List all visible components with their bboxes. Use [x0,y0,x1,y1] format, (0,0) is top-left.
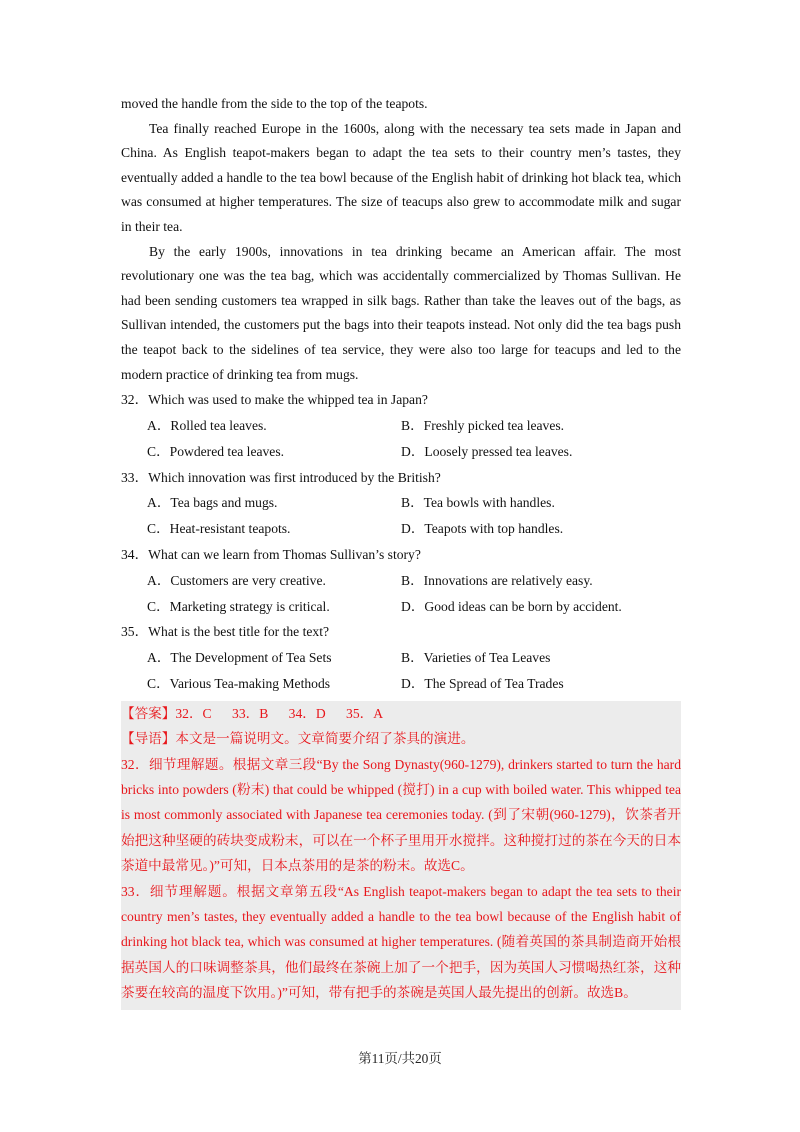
explanation-33: 33．细节理解题。根据文章第五段“As English teapot-makers began to adapt the tea sets to their country men’s tastes, they eventually added a handle to the tea bowl because of the English habit of drinking hot black tea, which was consumed at higher temperatures. (随着英国的茶具制造商开始根据英国人的口味调整茶具，他们最终在茶碗上加了一个把手，因为英国人习惯喝热红茶，这种茶要在较高的温度下饮用。)”可知，带有把手的茶碗是英国人最先提出的创新。故选B。 [121,883,681,1001]
explanation-32: 32．细节理解题。根据文章三段“By the Song Dynasty(960-1279), drinkers started to turn the hard bricks into powders (粉末) that could be whipped (搅打) in a cup with boiled water. This whipped tea is most commonly associated with Japanese tea ceremonies today. (到了宋朝(960-1279)，饮茶者开始把这种坚硬的砖块变成粉末，可以在一个杯子里用开水搅拌。这种搅打过的茶在今天的日本茶道中最常见。)”可知，日本点茶用的是茶的粉末。故选C。 [121,756,681,874]
question-stem: 34．What can we learn from Thomas Sullivan’s story? [121,546,421,562]
option-a: A．The Development of Tea Sets [147,650,332,666]
question-options [121,645,681,697]
option-d: D．The Spread of Tea Trades [401,675,564,691]
option-b: B．Tea bowls with handles. [401,495,555,511]
passage-paragraph: By the early 1900s, innovations in tea drinking became an American affair. The most revolutionary one was the tea bag, which was accidentally commercialized by Thomas Sullivan. He had been sending customers tea wrapped in silk bags. Rather than take the leaves out of the bags, as Sullivan intended, the customers put the bags into their teapots instead. Not only did the tea bags push the teapot back to the sidelines of tea service, they were also too large for teacups and led to the modern practice of drinking tea from mugs. [121,243,681,382]
question-stem: 32．Which was used to make the whipped tea in Japan? [121,392,428,408]
option-a: A．Customers are very creative. [147,572,326,588]
document-body [121,92,681,1010]
option-b: B．Innovations are relatively easy. [401,572,593,588]
option-d: D．Teapots with top handles. [401,521,564,537]
passage-paragraph: Tea finally reached Europe in the 1600s, along with the necessary tea sets made in Japan and China. As English teapot-makers began to adapt the tea sets to their country men’s tastes, they eventually added a handle to the tea bowl because of the English habit of drinking hot black tea, which was consumed at higher temperatures. The size of teacups also grew to accommodate milk and sugar in their tea. [121,120,681,234]
question-options [121,568,681,620]
question-stem: 35．What is the best title for the text? [121,624,330,640]
option-b: B．Varieties of Tea Leaves [401,650,551,666]
question-33 [121,465,681,542]
question-options [121,413,681,465]
question-options [121,490,681,542]
option-d: D．Loosely pressed tea leaves. [401,443,573,459]
option-b: B．Freshly picked tea leaves. [401,417,565,433]
option-c: C．Marketing strategy is critical. [147,598,330,614]
question-35 [121,619,681,696]
answer-explanation-box [121,701,681,1010]
question-stem: 33．Which innovation was first introduced by the British? [121,469,441,485]
passage-paragraph: moved the handle from the side to the top of the teapots. [121,96,428,111]
option-d: D．Good ideas can be born by accident. [401,598,622,614]
question-32 [121,387,681,464]
option-a: A．Rolled tea leaves. [147,417,267,433]
option-c: C．Heat-resistant teapots. [147,521,291,537]
option-c: C．Powdered tea leaves. [147,443,285,459]
option-c: C．Various Tea-making Methods [147,675,331,691]
answer-intro: 【导语】本文是一篇说明文。文章简要介绍了茶具的演进。 [121,731,475,747]
question-34 [121,542,681,619]
answer-key: 【答案】32．C 33．B 34．D 35．A [121,705,384,721]
option-a: A．Tea bags and mugs. [147,495,278,511]
page-number: 第11页/共20页 [358,1051,442,1066]
